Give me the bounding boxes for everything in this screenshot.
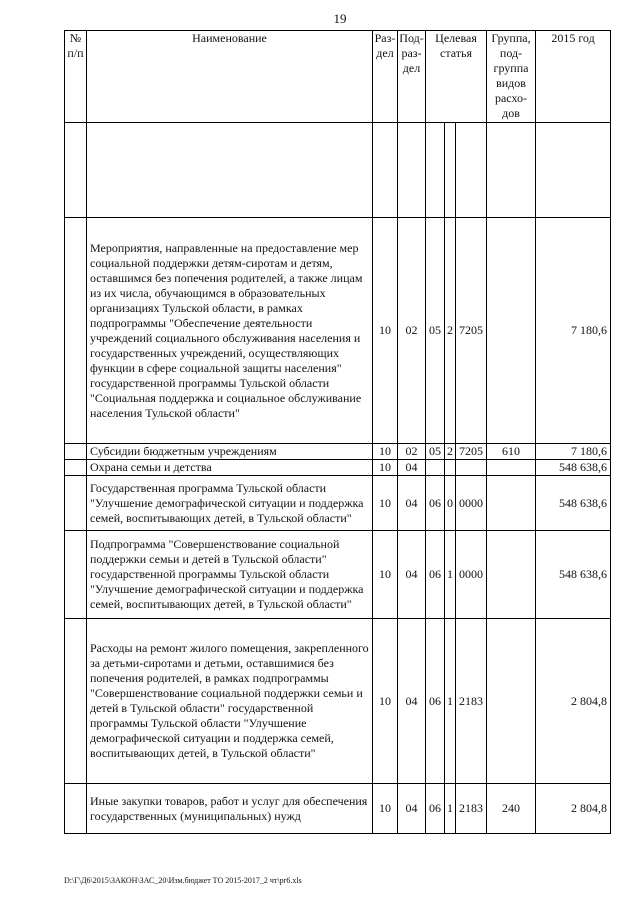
header-num: № п/п bbox=[65, 31, 87, 123]
row-section: 10 bbox=[373, 218, 398, 444]
header-subsection: Под-раз-дел bbox=[398, 31, 426, 123]
row-name: Расходы на ремонт жилого помещения, закрепленного за детьми-сиротами и детьми, оставшимися без попечения родителей, в рамках подпрограммы "Совершенствование социальной поддержки семьи и детей в Тульской области" государственной программы Тульской области "Улучшение демографической ситуации и поддержка семей, воспитывающих детей, в Тульской области" bbox=[87, 619, 373, 784]
row-section: 10 bbox=[373, 444, 398, 460]
table-row bbox=[65, 531, 611, 619]
row-target-program: 06 bbox=[426, 619, 445, 784]
table-row bbox=[65, 619, 611, 784]
row-target-direction: 2183 bbox=[456, 784, 487, 834]
row-target-subprogram: 2 bbox=[445, 444, 456, 460]
row-target-direction: 2183 bbox=[456, 619, 487, 784]
page-number: 19 bbox=[333, 11, 347, 26]
row-subsection: 04 bbox=[398, 531, 426, 619]
row-name: Мероприятия, направленные на предоставление мер социальной поддержки детям-сиротам и детям, оставшимся без попечения родителей, а также лицам из их числа, обучающимся в образовательных организациях Тульской области, в рамках подпрограммы "Обеспечение деятельности учреждений социального обслуживания населения и государственных учреждений, осуществляющих функции в сфере социальной защиты населения" государственной программы Тульской области "Социальная поддержка и социальное обслуживание населения Тульской области" bbox=[87, 218, 373, 444]
row-section: 10 bbox=[373, 784, 398, 834]
row-section: 10 bbox=[373, 476, 398, 531]
table-row bbox=[65, 444, 611, 460]
row-amount: 7 180,6 bbox=[536, 218, 611, 444]
row-group: 610 bbox=[487, 444, 536, 460]
row-amount: 548 638,6 bbox=[536, 460, 611, 476]
row-amount: 7 180,6 bbox=[536, 444, 611, 460]
row-target-program: 06 bbox=[426, 531, 445, 619]
row-target-subprogram bbox=[445, 460, 456, 476]
row-group bbox=[487, 460, 536, 476]
row-target-program: 05 bbox=[426, 218, 445, 444]
row-target-program: 06 bbox=[426, 784, 445, 834]
row-target-subprogram: 1 bbox=[445, 619, 456, 784]
header-name: Наименование bbox=[87, 31, 373, 123]
row-subsection: 04 bbox=[398, 460, 426, 476]
row-target-direction: 7205 bbox=[456, 218, 487, 444]
row-target-direction bbox=[456, 460, 487, 476]
row-subsection: 04 bbox=[398, 784, 426, 834]
row-name: Субсидии бюджетным учреждениям bbox=[87, 444, 373, 460]
row-group bbox=[487, 531, 536, 619]
header-target: Целевая статья bbox=[426, 31, 487, 123]
row-amount: 548 638,6 bbox=[536, 531, 611, 619]
row-target-program: 06 bbox=[426, 476, 445, 531]
file-path-footer: D:\Г\Д6\2015\ЗАКОН\ЗАС_20\Изм.бюджет ТО 2015-2017_2 чт\pr6.xls bbox=[64, 876, 302, 885]
row-num bbox=[65, 784, 87, 834]
table-row bbox=[65, 218, 611, 444]
row-num bbox=[65, 444, 87, 460]
row-group bbox=[487, 218, 536, 444]
row-group: 240 bbox=[487, 784, 536, 834]
row-amount: 2 804,8 bbox=[536, 619, 611, 784]
row-amount: 548 638,6 bbox=[536, 476, 611, 531]
row-subsection: 04 bbox=[398, 619, 426, 784]
row-amount: 2 804,8 bbox=[536, 784, 611, 834]
row-target-subprogram: 1 bbox=[445, 531, 456, 619]
row-subsection: 02 bbox=[398, 444, 426, 460]
header-section: Раз-дел bbox=[373, 31, 398, 123]
row-name: Охрана семьи и детства bbox=[87, 460, 373, 476]
row-name: Иные закупки товаров, работ и услуг для обеспечения государственных (муниципальных) нужд bbox=[87, 784, 373, 834]
row-name: Подпрограмма "Совершенствование социальной поддержки семьи и детей в Тульской области" государственной программы Тульской области "Улучшение демографической ситуации и поддержка семей, воспитывающих детей, в Тульской области" bbox=[87, 531, 373, 619]
row-num bbox=[65, 531, 87, 619]
row-target-subprogram: 0 bbox=[445, 476, 456, 531]
row-name: Государственная программа Тульской области "Улучшение демографической ситуации и поддержка семей, воспитывающих детей, в Тульской области" bbox=[87, 476, 373, 531]
header-year: 2015 год bbox=[536, 31, 611, 123]
row-num bbox=[65, 476, 87, 531]
row-section: 10 bbox=[373, 460, 398, 476]
row-group bbox=[487, 476, 536, 531]
table-row bbox=[65, 476, 611, 531]
row-group bbox=[487, 619, 536, 784]
row-section: 10 bbox=[373, 531, 398, 619]
header-group: Группа, под-группа видов расхо-дов bbox=[487, 31, 536, 123]
row-subsection: 04 bbox=[398, 476, 426, 531]
row-target-subprogram: 1 bbox=[445, 784, 456, 834]
row-num bbox=[65, 460, 87, 476]
row-target-direction: 7205 bbox=[456, 444, 487, 460]
table-row bbox=[65, 784, 611, 834]
row-target-program bbox=[426, 460, 445, 476]
row-subsection: 02 bbox=[398, 218, 426, 444]
row-num bbox=[65, 218, 87, 444]
table-body bbox=[65, 218, 611, 834]
table-row bbox=[65, 460, 611, 476]
row-target-program: 05 bbox=[426, 444, 445, 460]
budget-table bbox=[64, 30, 611, 834]
row-target-subprogram: 2 bbox=[445, 218, 456, 444]
spacer-row bbox=[65, 123, 611, 218]
row-section: 10 bbox=[373, 619, 398, 784]
row-target-direction: 0000 bbox=[456, 531, 487, 619]
header-row bbox=[65, 31, 611, 123]
row-num bbox=[65, 619, 87, 784]
row-target-direction: 0000 bbox=[456, 476, 487, 531]
